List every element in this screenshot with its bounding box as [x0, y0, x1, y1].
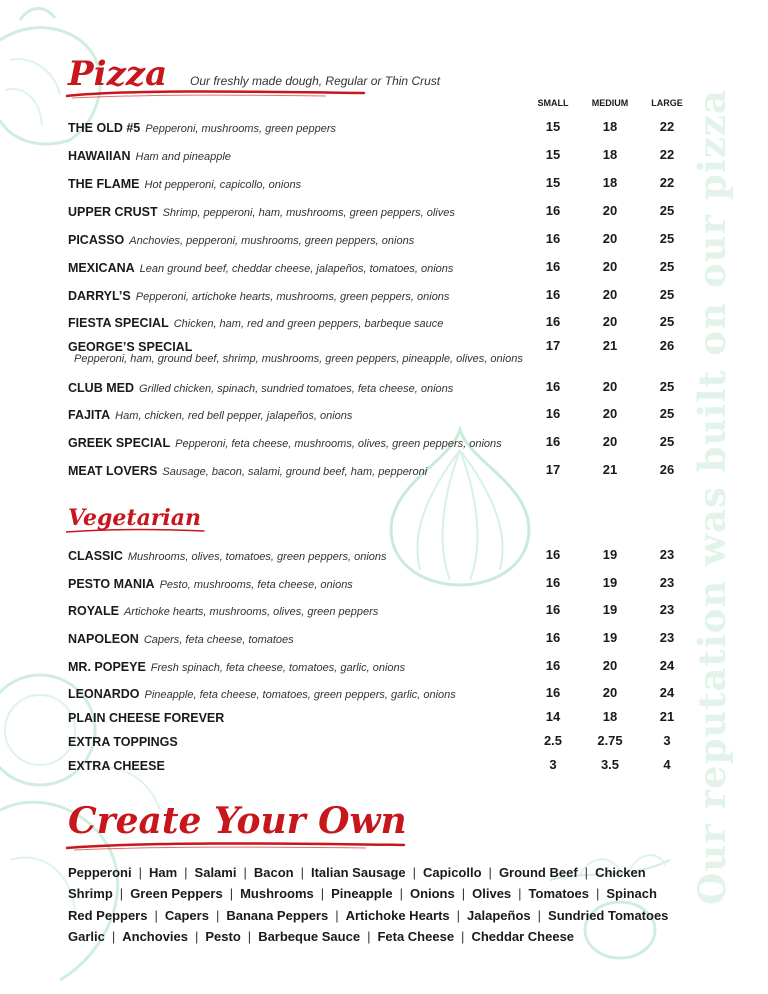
price-small: 16	[545, 575, 561, 590]
price-small: 14	[545, 709, 561, 724]
price-medium: 20	[602, 259, 618, 274]
topping-item: Ham	[148, 865, 178, 880]
menu-item-description: Pesto, mushrooms, feta cheese, onions	[159, 579, 353, 591]
menu-item	[0, 733, 768, 753]
menu-item-description: Pepperoni, ham, ground beef, shrimp, mushrooms, green peppers, pineapple, olives, onions	[74, 353, 523, 365]
price-large: 26	[659, 462, 675, 477]
menu-item-name: MR. POPEYE	[68, 660, 146, 674]
menu-item-description: Pepperoni, artichoke hearts, mushrooms, green peppers, onions	[135, 291, 450, 303]
menu-item-description: Chicken, ham, red and green peppers, barbeque sauce	[173, 318, 444, 330]
column-header-large: LARGE	[651, 98, 683, 108]
price-medium: 20	[602, 203, 618, 218]
separator: |	[184, 865, 188, 880]
price-medium: 20	[602, 314, 618, 329]
menu-item	[0, 287, 768, 307]
topping-item: Capicollo	[423, 865, 482, 880]
separator: |	[229, 886, 234, 902]
price-large: 25	[659, 434, 675, 449]
price-medium: 18	[602, 147, 618, 162]
menu-item-label	[68, 175, 301, 193]
price-small: 16	[545, 685, 561, 700]
toppings-list	[68, 862, 669, 947]
price-large: 25	[659, 203, 675, 218]
price-small: 16	[545, 259, 561, 274]
title-underline-stroke	[66, 527, 206, 535]
title-underline-stroke	[66, 840, 406, 852]
vegetarian-section-title: Vegetarian	[68, 505, 202, 531]
price-large: 23	[659, 602, 675, 617]
price-large: 22	[659, 175, 675, 190]
price-small: 16	[545, 231, 561, 246]
menu-item-name: PICASSO	[68, 233, 125, 247]
price-medium: 2.75	[597, 733, 623, 748]
menu-item-name: LEONARDO	[68, 687, 140, 701]
price-large: 23	[659, 630, 675, 645]
topping-item: Banana Peppers	[226, 907, 329, 923]
price-small: 16	[545, 203, 561, 218]
menu-item	[0, 379, 768, 399]
price-small: 15	[545, 119, 561, 134]
menu-item-label	[68, 203, 455, 221]
price-large: 25	[659, 259, 675, 274]
separator: |	[461, 886, 466, 902]
separator: |	[320, 886, 325, 902]
menu-item	[0, 406, 768, 426]
price-large: 25	[659, 287, 675, 302]
menu-item-name: UPPER CRUST	[68, 205, 158, 219]
topping-item: Anchovies	[122, 928, 188, 944]
menu-item-label	[68, 462, 427, 480]
price-large: 25	[659, 314, 675, 329]
separator: |	[412, 865, 417, 880]
menu-item-description: Anchovies, pepperoni, mushrooms, green peppers, onions	[129, 235, 415, 247]
separator: |	[300, 865, 304, 880]
menu-item-label	[68, 147, 231, 165]
separator: |	[119, 886, 124, 902]
menu-item-description: Pineapple, feta cheese, tomatoes, green peppers, garlic, onions	[144, 689, 456, 701]
price-small: 16	[545, 379, 561, 394]
topping-item: Italian Sausage	[310, 865, 406, 880]
price-medium: 20	[602, 685, 618, 700]
topping-item: Artichoke Hearts	[345, 907, 450, 923]
menu-item-description: Pepperoni, feta cheese, mushrooms, olives, green peppers, onions	[175, 438, 502, 450]
menu-item-label	[68, 757, 165, 775]
topping-item: Chicken	[595, 865, 646, 880]
menu-item	[0, 314, 768, 334]
price-small: 2.5	[543, 733, 563, 748]
menu-item-name: GEORGE’S SPECIAL	[68, 340, 193, 354]
price-small: 16	[545, 434, 561, 449]
separator: |	[537, 907, 542, 923]
topping-item: Feta Cheese	[377, 928, 455, 944]
menu-item-name: FAJITA	[68, 408, 111, 422]
price-medium: 20	[602, 658, 618, 673]
topping-item: Barbeque Sauce	[258, 928, 361, 944]
separator: |	[195, 928, 199, 944]
topping-item: Onions	[409, 886, 455, 902]
separator: |	[584, 865, 589, 880]
separator: |	[111, 928, 116, 944]
menu-item-name: NAPOLEON	[68, 632, 139, 646]
topping-item: Capers	[164, 907, 209, 923]
separator: |	[518, 886, 522, 902]
menu-item-name: EXTRA TOPPINGS	[68, 735, 178, 749]
menu-item-description: Sausage, bacon, salami, ground beef, ham, pepperoni	[162, 466, 428, 478]
menu-item-description: Grilled chicken, spinach, sundried tomatoes, feta cheese, onions	[138, 383, 454, 395]
menu-item-description: Capers, feta cheese, tomatoes	[143, 634, 294, 646]
price-medium: 3.5	[600, 757, 620, 772]
menu-item-name: PESTO MANIA	[68, 577, 155, 591]
menu-item-label	[68, 434, 502, 452]
separator: |	[461, 928, 465, 944]
toppings-line	[68, 905, 669, 926]
price-large: 22	[659, 119, 675, 134]
toppings-line	[68, 883, 657, 904]
separator: |	[243, 865, 247, 880]
menu-item	[0, 709, 768, 729]
separator: |	[367, 928, 371, 944]
price-medium: 21	[602, 338, 618, 353]
price-medium: 19	[602, 602, 618, 617]
price-medium: 20	[602, 434, 618, 449]
menu-item	[0, 203, 768, 223]
topping-item: Ground Beef	[498, 865, 578, 880]
topping-item: Shrimp	[68, 886, 113, 902]
separator: |	[399, 886, 403, 902]
topping-item: Olives	[472, 886, 512, 902]
price-medium: 21	[602, 462, 618, 477]
price-large: 25	[659, 406, 675, 421]
price-medium: 19	[602, 547, 618, 562]
menu-item-description: Hot pepperoni, capicollo, onions	[144, 179, 302, 191]
menu-item-label	[68, 658, 405, 676]
menu-item-label	[68, 575, 353, 593]
menu-item-label	[68, 379, 453, 397]
menu-item-label	[68, 733, 178, 751]
price-large: 25	[659, 379, 675, 394]
price-medium: 18	[602, 175, 618, 190]
menu-item	[0, 338, 768, 365]
topping-item: Garlic	[68, 928, 105, 944]
menu-item-name: DARRYL’S	[68, 289, 131, 303]
price-small: 16	[545, 406, 561, 421]
menu-item-label	[68, 547, 387, 565]
menu-item-name: FIESTA SPECIAL	[68, 316, 169, 330]
topping-item: Pesto	[205, 928, 241, 944]
create-your-own-title: Create Your Own	[68, 800, 407, 842]
menu-item-name: GREEK SPECIAL	[68, 436, 171, 450]
menu-item	[0, 259, 768, 279]
price-medium: 18	[602, 119, 618, 134]
topping-item: Pineapple	[331, 886, 393, 902]
menu-item-name: HAWAIIAN	[68, 149, 131, 163]
price-large: 25	[659, 231, 675, 246]
separator: |	[154, 907, 158, 923]
price-small: 16	[545, 630, 561, 645]
price-small: 16	[545, 658, 561, 673]
menu-item-label	[68, 119, 336, 137]
menu-item	[0, 231, 768, 251]
price-large: 24	[659, 685, 675, 700]
menu-item	[0, 119, 768, 139]
topping-item: Green Peppers	[130, 886, 223, 902]
price-medium: 20	[602, 231, 618, 246]
column-header-medium: MEDIUM	[591, 98, 629, 108]
menu-item-description: Shrimp, pepperoni, ham, mushrooms, green peppers, olives	[162, 207, 455, 219]
menu-item	[0, 685, 768, 705]
topping-item: Cheddar Cheese	[471, 928, 575, 944]
menu-item	[0, 757, 768, 777]
topping-item: Bacon	[253, 865, 294, 880]
topping-item: Mushrooms	[240, 886, 314, 902]
menu-item-name: EXTRA CHEESE	[68, 759, 165, 773]
menu-item	[0, 462, 768, 482]
price-small: 15	[545, 175, 561, 190]
menu-item	[0, 630, 768, 650]
toppings-line	[68, 862, 648, 883]
topping-item: Red Peppers	[68, 907, 148, 923]
menu-item	[0, 175, 768, 195]
menu-item-description: Fresh spinach, feta cheese, tomatoes, garlic, onions	[150, 662, 406, 674]
menu-item-description: Mushrooms, olives, tomatoes, green peppers, onions	[127, 551, 387, 563]
separator: |	[138, 865, 142, 880]
menu-item-label	[68, 709, 224, 727]
menu-item-name: CLASSIC	[68, 549, 123, 563]
price-large: 4	[663, 757, 671, 772]
price-small: 16	[545, 602, 561, 617]
separator: |	[215, 907, 220, 923]
menu-item	[0, 547, 768, 567]
separator: |	[335, 907, 339, 923]
price-small: 17	[545, 462, 561, 477]
price-medium: 20	[602, 406, 618, 421]
menu-item-name: ROYALE	[68, 604, 119, 618]
menu-item	[0, 147, 768, 167]
menu-item-label	[68, 406, 352, 424]
separator: |	[456, 907, 461, 923]
price-large: 22	[659, 147, 675, 162]
menu-item-label	[68, 685, 456, 703]
toppings-line	[68, 926, 648, 947]
menu-item-name: THE FLAME	[68, 177, 140, 191]
price-medium: 19	[602, 575, 618, 590]
menu-item-name: PLAIN CHEESE FOREVER	[68, 711, 225, 725]
price-large: 24	[659, 658, 675, 673]
price-large: 23	[659, 547, 675, 562]
menu-item-label	[68, 314, 443, 332]
price-small: 3	[549, 757, 557, 772]
menu-item-name: MEAT LOVERS	[68, 464, 158, 478]
menu-item-label	[68, 602, 378, 620]
menu-item-description: Lean ground beef, cheddar cheese, jalapeños, tomatoes, onions	[139, 263, 454, 275]
menu-item	[0, 602, 768, 622]
price-medium: 20	[602, 287, 618, 302]
price-small: 17	[545, 338, 561, 353]
price-small: 15	[545, 147, 561, 162]
topping-item: Jalapeños	[467, 907, 531, 923]
column-header-small: SMALL	[537, 98, 569, 108]
menu-item-description: Ham and pineapple	[135, 151, 231, 163]
price-large: 26	[659, 338, 675, 353]
price-medium: 19	[602, 630, 618, 645]
price-large: 21	[659, 709, 675, 724]
menu-item-name: MEXICANA	[68, 261, 135, 275]
menu-item	[0, 575, 768, 595]
pizza-subtitle: Our freshly made dough, Regular or Thin Crust	[190, 74, 441, 88]
price-small: 16	[545, 314, 561, 329]
menu-item-label	[68, 338, 192, 356]
menu-item-description: Ham, chicken, red bell pepper, jalapeños, onions	[115, 410, 353, 422]
topping-item: Sundried Tomatoes	[548, 907, 669, 923]
topping-item: Pepperoni	[68, 865, 132, 880]
menu-item-name: CLUB MED	[68, 381, 134, 395]
price-medium: 18	[602, 709, 618, 724]
price-small: 16	[545, 547, 561, 562]
menu-item-description: Pepperoni, mushrooms, green peppers	[145, 123, 337, 135]
topping-item: Spinach	[606, 886, 657, 902]
menu-item-label	[68, 231, 414, 249]
menu-item-label	[68, 287, 449, 305]
menu-item-description: Artichoke hearts, mushrooms, olives, green peppers	[123, 606, 379, 618]
menu-item-name: THE OLD #5	[68, 121, 141, 135]
topping-item: Salami	[194, 865, 237, 880]
menu-item-label	[68, 630, 294, 648]
separator: |	[595, 886, 600, 902]
menu-item-label	[68, 259, 453, 277]
price-large: 3	[663, 733, 671, 748]
price-small: 16	[545, 287, 561, 302]
title-underline-stroke	[66, 88, 366, 100]
separator: |	[488, 865, 492, 880]
separator: |	[247, 928, 252, 944]
price-large: 23	[659, 575, 675, 590]
pizza-section-title: Pizza	[68, 54, 168, 94]
slogan-text: Our reputation was built on our pizza	[690, 89, 734, 905]
menu-item	[0, 658, 768, 678]
menu-item	[0, 434, 768, 454]
price-medium: 20	[602, 379, 618, 394]
topping-item: Tomatoes	[528, 886, 589, 902]
